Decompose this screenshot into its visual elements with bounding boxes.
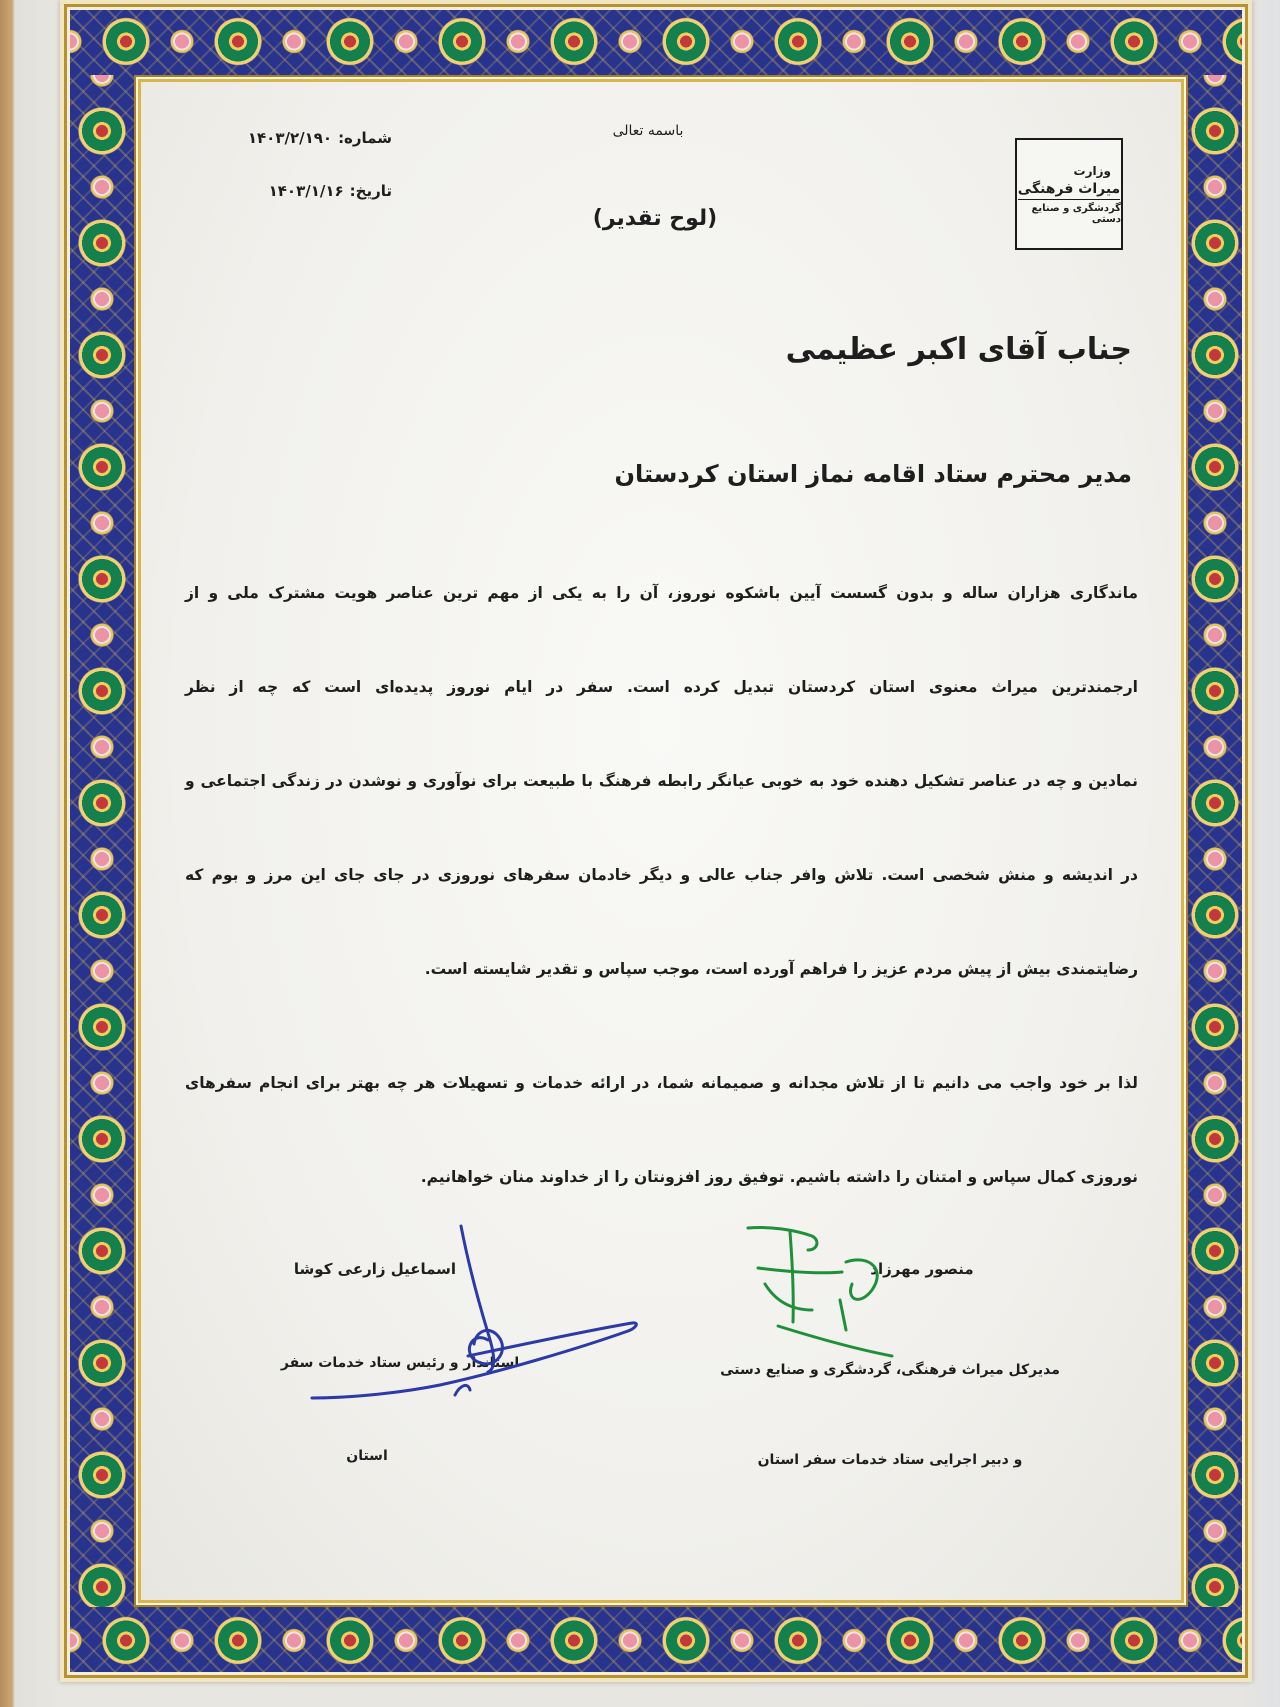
letter-number-value: ۱۴۰۳/۲/۱۹۰ bbox=[247, 129, 333, 147]
right-signatory-name: منصور مهرزاد bbox=[870, 1260, 974, 1278]
frame-bottom-band bbox=[70, 1607, 1242, 1674]
letter-date bbox=[196, 182, 392, 200]
right-signatory-title-2: و دبیر اجرایی ستاد خدمات سفر استان bbox=[757, 1452, 1023, 1468]
invocation: باسمه تعالی bbox=[612, 123, 684, 139]
frame-left-band bbox=[70, 75, 134, 1607]
logo-line-3: گردشگری و صنایع دستی bbox=[1031, 202, 1121, 225]
recipient-salutation: جناب آقای اکبر عظیمی bbox=[785, 332, 1132, 367]
right-signatory-title-1: مدیرکل میراث فرهنگی، گردشگری و صنایع دستی bbox=[720, 1362, 1060, 1378]
left-signatory-title-2: استان bbox=[346, 1448, 388, 1464]
frame-top-band bbox=[70, 8, 1242, 75]
frame-right-band bbox=[1188, 75, 1242, 1607]
certificate-title: (لوح تقدیر) bbox=[592, 206, 718, 231]
body-line: نمادین و چه در عناصر تشکیل دهنده خود به خوبی عیانگر رابطه فرهنگ با طبیعت برای نوآوری و نوشدن در زندگی اجتماعی و bbox=[185, 772, 1138, 790]
letter-date-label: تاریخ: bbox=[349, 182, 392, 200]
logo-line-1: وزارت bbox=[1073, 163, 1111, 178]
recipient-position: مدیر محترم ستاد اقامه نماز استان کردستان bbox=[614, 460, 1132, 488]
letter-date-value: ۱۴۰۳/۱/۱۶ bbox=[268, 182, 344, 200]
left-signatory-name: اسماعیل زارعی کوشا bbox=[293, 1260, 457, 1278]
letter-number bbox=[196, 129, 392, 147]
body-line: رضایتمندی بیش از پیش مردم عزیز را فراهم آورده است، موجب سپاس و تقدیر شایسته است. bbox=[424, 960, 1138, 978]
body-line: لذا بر خود واجب می دانیم تا از تلاش مجدانه و صمیمانه شما، در ارائه خدمات و تسهیلات هر چه بهتر برای انجام سفرهای bbox=[185, 1074, 1138, 1092]
body-line: ماندگاری هزاران ساله و بدون گسست آیین باشکوه نوروز، آن را به یکی از مهم ترین عناصر هویت مشترک ملی و از bbox=[185, 584, 1138, 602]
body-line: ارجمندترین میراث معنوی استان کردستان تبدیل کرده است. سفر در ایام نوروز پدیده‌ای است که چه از نظر bbox=[185, 678, 1138, 696]
ministry-logo bbox=[1015, 138, 1123, 250]
letter-number-label: شماره: bbox=[338, 129, 392, 147]
logo-line-2: میراث فرهنگی bbox=[1018, 181, 1120, 200]
body-line: در اندیشه و منش شخصی است. تلاش وافر جناب عالی و دیگر خادمان سفرهای نوروزی در جای جای این مرز و بوم که bbox=[185, 866, 1138, 884]
left-signatory-title-1: استاندار و رئیس ستاد خدمات سفر bbox=[280, 1355, 520, 1371]
body-paragraph-1 bbox=[185, 546, 1138, 1016]
certificate-body bbox=[185, 546, 1138, 1224]
body-line: نوروزی کمال سپاس و امتنان را داشته باشیم. توفیق روز افزونتان را از خداوند منان خواهانیم. bbox=[420, 1168, 1138, 1186]
body-paragraph-2 bbox=[185, 1036, 1138, 1224]
